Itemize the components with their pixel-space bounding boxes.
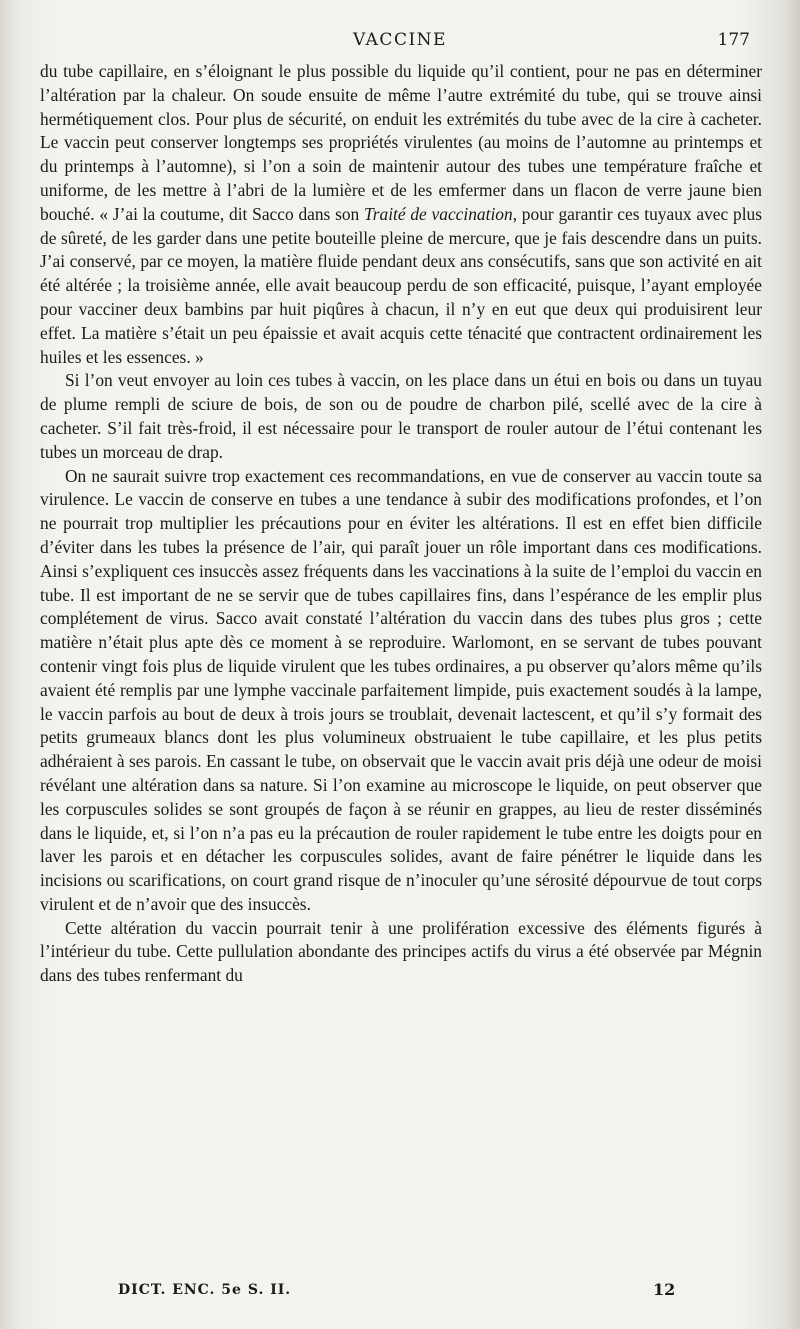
- paragraph-text: du tube capillaire, en s’éloignant le plus possible du liquide qu’il contient, pour ne pas en déterminer l’altération par la chaleur. On soude ensuite de même l’autre extrémité du tube, qui se trouve ainsi hermétiquement clos. Pour plus de sécurité, on enduit les extrémités du tube avec de la cire à cacheter. Le vaccin peut conserver longtemps ses propriétés virulentes (au moins de l’automne au printemps et du printemps à l’automne), si l’on a soin de maintenir autour des tubes une température fraîche et uniforme, de les mettre à l’abri de la lumière et de les emfermer dans un flacon de verre jaune bien bouché. « J’ai la coutume, dit Sacco dans son: [40, 61, 762, 224]
- paragraph: [40, 465, 762, 917]
- paragraph-text: , pour garantir ces tuyaux avec plus de sûreté, de les garder dans une petite bouteille pleine de mercure, que je fais descendre dans un puits. J’ai conservé, par ce moyen, la matière fluide pendant deux ans consécutifs, sans que son activité en ait été altérée ; la troisième année, elle avait beaucoup perdu de son efficacité, puisque, l’ayant employée pour vacciner deux bambins par huit piqûres à chacun, il n’y en eut que deux qui produisirent leur effet. La matière s’était un peu épaissie et avait acquis cette ténacité que contractent ordinairement les huiles et les essences. »: [40, 203, 763, 367]
- signature-number: 12: [653, 1280, 676, 1299]
- printer-signature: DICT. ENC. 5e S. II.: [118, 1282, 292, 1298]
- body-text: [40, 60, 762, 988]
- page-footer: [0, 1282, 800, 1306]
- paragraph-text: Cette altération du vaccin pourrait tenir à une prolifération excessive des éléments figurés à l’intérieur du tube. Cette pullulation abondante des principes actifs du virus a été observée par Mégnin dans des tubes renfermant du: [40, 917, 762, 986]
- book-title-italic: Traité de vaccination: [364, 203, 513, 224]
- page-number: 177: [717, 30, 750, 50]
- paragraph-text: On ne saurait suivre trop exactement ces recommandations, en vue de conserver au vaccin toute sa virulence. Le vaccin de conserve en tubes a une tendance à subir des modifications profondes, et l’on ne pourrait trop multiplier les précautions pour en éviter les altérations. Il est en effet bien difficile d’éviter dans les tubes la présence de l’air, qui paraît jouer un rôle important dans ces modifications. Ainsi s’expliquent ces insuccès assez fréquents dans les vaccinations à la suite de l’emploi du vaccin en tube. Il est important de ne se servir que de tubes capillaires fins, dans l’espérance de les emplir plus complétement de virus. Sacco avait constaté l’altération du vaccin dans des tubes plus gros ; cette matière n’était plus apte dès ce moment à se reproduire. Warlomont, en se servant de tubes pouvant contenir vingt fois plus de liquide virulent que les tubes ordinaires, a pu observer qu’alors même qu’ils avaient été remplis par une lymphe vaccinale parfaitement limpide, puis exactement soudés à la lampe, le vaccin parfois au bout de deux à trois jours se troublait, devenait lactescent, et qu’il s’y formait des petits grumeaux blancs dont les plus volumineux obstruaient le tube capillaire, et les plus petits adhéraient à ses parois. En cassant le tube, on observait que le vaccin avait pris déjà une odeur de moisi révélant une altération dans sa nature. Si l’on examine au microscope le liquide, on peut observer que les corpuscules solides se sont groupés de façon à se réunir en grappes, au lieu de rester disséminés dans le liquide, et, si l’on n’a pas eu la précaution de rouler rapidement le tube entre les doigts pour en laver les parois et en détacher les corpuscules solides, avant de faire pénétrer le liquide dans les incisions ou scarifications, on court grand risque de n’inoculer qu’une sérosité dépourvue de tout corps virulent et de n’avoir que des insuccès.: [40, 465, 762, 914]
- paragraph: [40, 369, 762, 464]
- running-title: VACCINE: [353, 30, 447, 50]
- paragraph: [40, 917, 762, 988]
- paragraph-text: Si l’on veut envoyer au loin ces tubes à vaccin, on les place dans un étui en bois ou dans un tuyau de plume rempli de sciure de bois, de son ou de poudre de charbon pilé, scellé avec de la cire à cacheter. S’il fait très-froid, il est nécessaire pour le transport de rouler autour de l’étui contenant les tubes un morceau de drap.: [40, 370, 762, 462]
- paragraph: [40, 60, 762, 369]
- running-head: [0, 30, 800, 56]
